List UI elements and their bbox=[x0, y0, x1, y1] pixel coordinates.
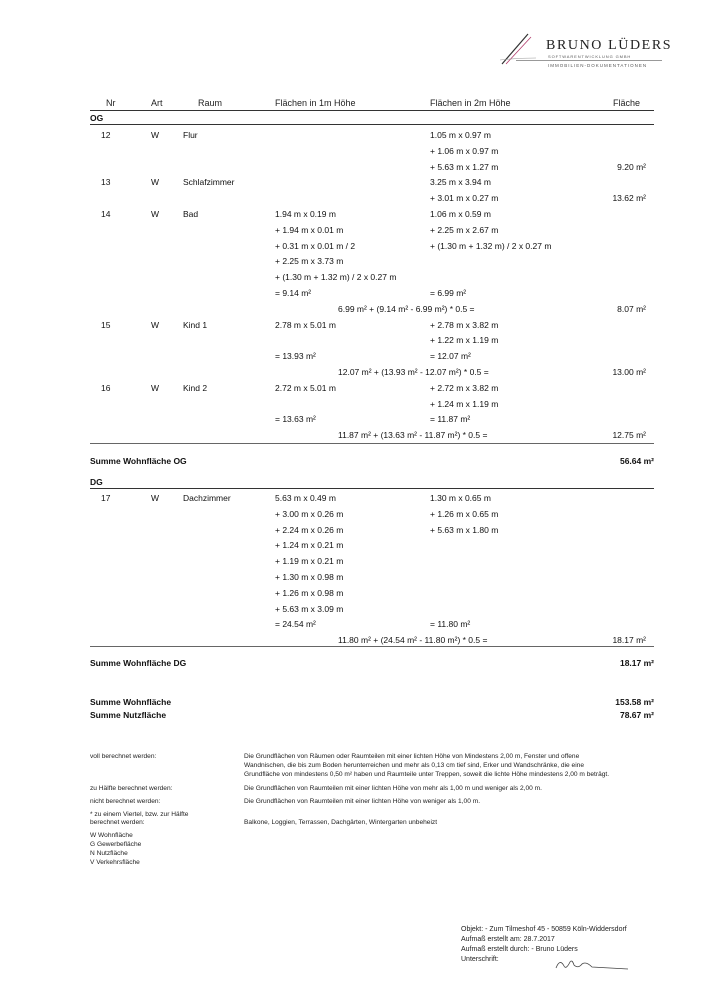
table-row bbox=[0, 256, 706, 271]
cell-calc: 11.87 m² + (13.63 m² - 11.87 m²) * 0.5 = bbox=[338, 430, 488, 441]
section-og-label: OG bbox=[90, 113, 104, 123]
table-row bbox=[0, 556, 706, 571]
table-row bbox=[0, 588, 706, 603]
table-row bbox=[0, 635, 706, 650]
cell-f1: 5.63 m x 0.49 m bbox=[275, 493, 336, 503]
footer-datum: Aufmaß erstellt am: 28.7.2017 bbox=[461, 936, 555, 943]
cell-f2: + (1.30 m + 1.32 m) / 2 x 0.27 m bbox=[430, 240, 552, 251]
og-sum-label: Summe Wohnfläche OG bbox=[90, 456, 187, 466]
cell-art: W bbox=[151, 319, 160, 330]
header-flaechen-2m: Flächen in 2m Höhe bbox=[430, 98, 511, 108]
cell-f2: = 11.80 m² bbox=[430, 619, 471, 630]
cell-f1: 2.78 m x 5.01 m bbox=[275, 319, 336, 330]
header-raum: Raum bbox=[198, 98, 223, 108]
og-sum bbox=[90, 456, 654, 466]
cell-f1: = 13.93 m² bbox=[275, 351, 316, 362]
table-row bbox=[0, 399, 706, 414]
legend-nicht-text: Die Grundflächen von Raumteilen mit einer lichten Höhe von weniger als 1,00 m. bbox=[244, 798, 481, 805]
signature-icon bbox=[552, 956, 632, 974]
cell-nr: 14 bbox=[101, 209, 111, 219]
cell-f2: + 2.78 m x 3.82 m bbox=[430, 319, 499, 330]
header-art: Art bbox=[151, 98, 163, 108]
header-nr: Nr bbox=[106, 98, 116, 108]
legend-voll-text-3: Grundfläche von mindestens 0,50 m² haben und Raumteile unter Treppen, soweit die lichte Höhe mindestens 2,00 m beträgt. bbox=[244, 771, 610, 778]
cell-f1: + 1.94 m x 0.01 m bbox=[275, 224, 344, 235]
table-row bbox=[0, 304, 706, 319]
cell-f1: + (1.30 m + 1.32 m) / 2 x 0.27 m bbox=[275, 272, 397, 283]
cell-f1: + 2.24 m x 0.26 m bbox=[275, 524, 344, 535]
cell-art: W bbox=[151, 382, 160, 393]
cell-f2: + 2.72 m x 3.82 m bbox=[430, 382, 499, 393]
total-nutzflaeche-value: 78.67 m² bbox=[619, 710, 654, 720]
legend-voll-label: voll berechnet werden: bbox=[90, 753, 157, 760]
cell-f2: 1.06 m x 0.59 m bbox=[430, 209, 491, 219]
cell-area: 9.20 m² bbox=[617, 161, 646, 172]
cell-f2: + 2.25 m x 2.67 m bbox=[430, 224, 499, 235]
dg-divider bbox=[90, 488, 654, 489]
legend-code-w: W Wohnfläche bbox=[90, 832, 133, 839]
cell-f2: 1.05 m x 0.97 m bbox=[430, 130, 491, 140]
cell-f2: + 5.63 m x 1.80 m bbox=[430, 524, 499, 535]
cell-raum: Kind 2 bbox=[183, 382, 208, 393]
table-row bbox=[0, 177, 706, 192]
dg-sum-divider bbox=[90, 646, 654, 647]
footer-durch: Aufmaß erstellt durch: - Bruno Lüders bbox=[461, 946, 578, 953]
legend-viertel-text: Balkone, Loggien, Terrassen, Dachgärten, Wintergarten unbeheizt bbox=[244, 819, 438, 826]
total-nutzflaeche-label: Summe Nutzfläche bbox=[90, 710, 167, 720]
table-row bbox=[0, 604, 706, 619]
cell-f2: = 12.07 m² bbox=[430, 351, 471, 362]
logo-swoosh-icon bbox=[498, 28, 538, 68]
cell-nr: 15 bbox=[101, 319, 111, 330]
cell-art: W bbox=[151, 177, 160, 188]
cell-f1: 2.72 m x 5.01 m bbox=[275, 382, 336, 393]
cell-f2: + 5.63 m x 1.27 m bbox=[430, 161, 499, 172]
table-row bbox=[0, 414, 706, 429]
section-dg-label: DG bbox=[90, 477, 103, 487]
cell-area: 12.75 m² bbox=[612, 430, 646, 441]
cell-f2: 3.25 m x 3.94 m bbox=[430, 177, 491, 188]
header-flaeche: Fläche bbox=[613, 98, 641, 108]
legend-code-v: V Verkehrsfläche bbox=[90, 859, 140, 866]
table-row bbox=[0, 367, 706, 382]
cell-f2: + 3.01 m x 0.27 m bbox=[430, 193, 499, 204]
dg-sum bbox=[90, 658, 654, 668]
table-row bbox=[0, 525, 706, 540]
logo-tagline: SOFTWARENTWICKLUNG GMBH bbox=[548, 54, 632, 59]
cell-art: W bbox=[151, 493, 160, 503]
cell-f2: = 11.87 m² bbox=[430, 414, 471, 425]
table-row bbox=[0, 146, 706, 161]
table-row bbox=[0, 288, 706, 303]
table-row bbox=[0, 241, 706, 256]
cell-f1: 1.94 m x 0.19 m bbox=[275, 209, 336, 219]
cell-f2: + 1.06 m x 0.97 m bbox=[430, 145, 499, 156]
legend-haelfte-text: Die Grundflächen von Raumteilen mit einer lichten Höhe von mehr als 1,00 m und weniger als 2,00 m. bbox=[244, 785, 542, 792]
total-nutzflaeche bbox=[90, 710, 654, 720]
table-row bbox=[0, 193, 706, 208]
legend-nicht-label: nicht berechnet werden: bbox=[90, 798, 161, 805]
cell-f1: + 1.30 m x 0.98 m bbox=[275, 572, 344, 582]
footer-unterschrift: Unterschrift: bbox=[461, 956, 499, 963]
og-divider bbox=[90, 124, 654, 125]
table-row bbox=[0, 162, 706, 177]
cell-f1: + 1.19 m x 0.21 m bbox=[275, 556, 344, 567]
cell-f1: + 1.26 m x 0.98 m bbox=[275, 587, 344, 598]
cell-f1: = 9.14 m² bbox=[275, 288, 312, 298]
cell-raum: Bad bbox=[183, 209, 199, 219]
table-row bbox=[0, 272, 706, 287]
cell-f1: + 2.25 m x 3.73 m bbox=[275, 256, 344, 267]
cell-f2: 1.30 m x 0.65 m bbox=[430, 493, 491, 503]
cell-art: W bbox=[151, 130, 160, 140]
table-row bbox=[0, 335, 706, 350]
legend-haelfte-label: zu Hälfte berechnet werden: bbox=[90, 785, 173, 792]
cell-f1: + 5.63 m x 3.09 m bbox=[275, 603, 344, 614]
cell-f1: + 3.00 m x 0.26 m bbox=[275, 508, 344, 519]
table-row bbox=[0, 540, 706, 555]
cell-nr: 13 bbox=[101, 177, 111, 188]
legend-voll-text-2: Wandnischen, die bis zum Boden herunterreichen und mehr als 0,13 cm tief sind, Erker und Wandschränke, die eine bbox=[244, 762, 585, 769]
legend-viertel-label-1: * zu einem Viertel, bzw. zur Hälfte bbox=[90, 811, 189, 818]
cell-area: 13.62 m² bbox=[612, 193, 646, 204]
table-row bbox=[0, 320, 706, 335]
logo-divider bbox=[516, 60, 662, 61]
legend-code-g: G Gewerbefläche bbox=[90, 841, 142, 848]
cell-area: 18.17 m² bbox=[612, 635, 646, 646]
table-row bbox=[0, 383, 706, 398]
cell-calc: 12.07 m² + (13.93 m² - 12.07 m²) * 0.5 = bbox=[338, 367, 489, 377]
footer-objekt: Objekt: - Zum Tilmeshof 45 - 50859 Köln-Widdersdorf bbox=[461, 926, 627, 933]
og-sum-value: 56.64 m² bbox=[619, 456, 654, 466]
cell-f2: = 6.99 m² bbox=[430, 288, 467, 298]
total-wohnflaeche-value: 153.58 m² bbox=[615, 697, 654, 707]
cell-calc: 6.99 m² + (9.14 m² - 6.99 m²) * 0.5 = bbox=[338, 303, 475, 314]
header-flaechen-1m: Flächen in 1m Höhe bbox=[275, 98, 356, 108]
logo-subtitle: IMMOBILIEN-DOKUMENTATIONEN bbox=[548, 63, 648, 68]
cell-f1: + 1.24 m x 0.21 m bbox=[275, 540, 344, 551]
cell-f2: + 1.26 m x 0.65 m bbox=[430, 508, 499, 519]
cell-raum: Flur bbox=[183, 130, 198, 140]
table-row bbox=[0, 572, 706, 587]
legend-viertel-label-2: berechnet werden: bbox=[90, 819, 145, 826]
cell-f1: = 24.54 m² bbox=[275, 619, 316, 630]
cell-nr: 12 bbox=[101, 130, 111, 140]
cell-area: 8.07 m² bbox=[617, 303, 646, 314]
legend-code-n: N Nutzfläche bbox=[90, 850, 128, 857]
cell-area: 13.00 m² bbox=[612, 367, 646, 377]
total-wohnflaeche bbox=[90, 697, 654, 707]
dg-sum-label: Summe Wohnfläche DG bbox=[90, 658, 187, 668]
cell-f1: + 0.31 m x 0.01 m / 2 bbox=[275, 240, 356, 251]
legend-voll-text-1: Die Grundflächen von Räumen oder Raumteilen mit einer lichten Höhe von Mindestens 2,00 m, Fenster und offene bbox=[244, 753, 580, 760]
table-row bbox=[0, 509, 706, 524]
logo-name: BRUNO LÜDERS bbox=[546, 38, 673, 53]
cell-nr: 17 bbox=[101, 493, 111, 503]
table-row bbox=[0, 130, 706, 145]
cell-f2: + 1.24 m x 1.19 m bbox=[430, 398, 499, 409]
cell-raum: Schlafzimmer bbox=[183, 177, 235, 188]
cell-raum: Kind 1 bbox=[183, 319, 208, 330]
cell-raum: Dachzimmer bbox=[183, 493, 231, 503]
cell-calc: 11.80 m² + (24.54 m² - 11.80 m²) * 0.5 = bbox=[338, 635, 488, 646]
dg-sum-value: 18.17 m² bbox=[619, 658, 654, 668]
cell-f2: + 1.22 m x 1.19 m bbox=[430, 335, 499, 346]
header-divider bbox=[90, 110, 654, 111]
cell-art: W bbox=[151, 209, 160, 219]
total-wohnflaeche-label: Summe Wohnfläche bbox=[90, 697, 172, 707]
cell-f1: = 13.63 m² bbox=[275, 414, 316, 425]
table-row bbox=[0, 619, 706, 634]
table-row bbox=[0, 225, 706, 240]
table-row bbox=[0, 351, 706, 366]
table-row bbox=[0, 209, 706, 224]
og-sum-divider bbox=[90, 443, 654, 444]
cell-nr: 16 bbox=[101, 382, 111, 393]
table-row bbox=[0, 493, 706, 508]
